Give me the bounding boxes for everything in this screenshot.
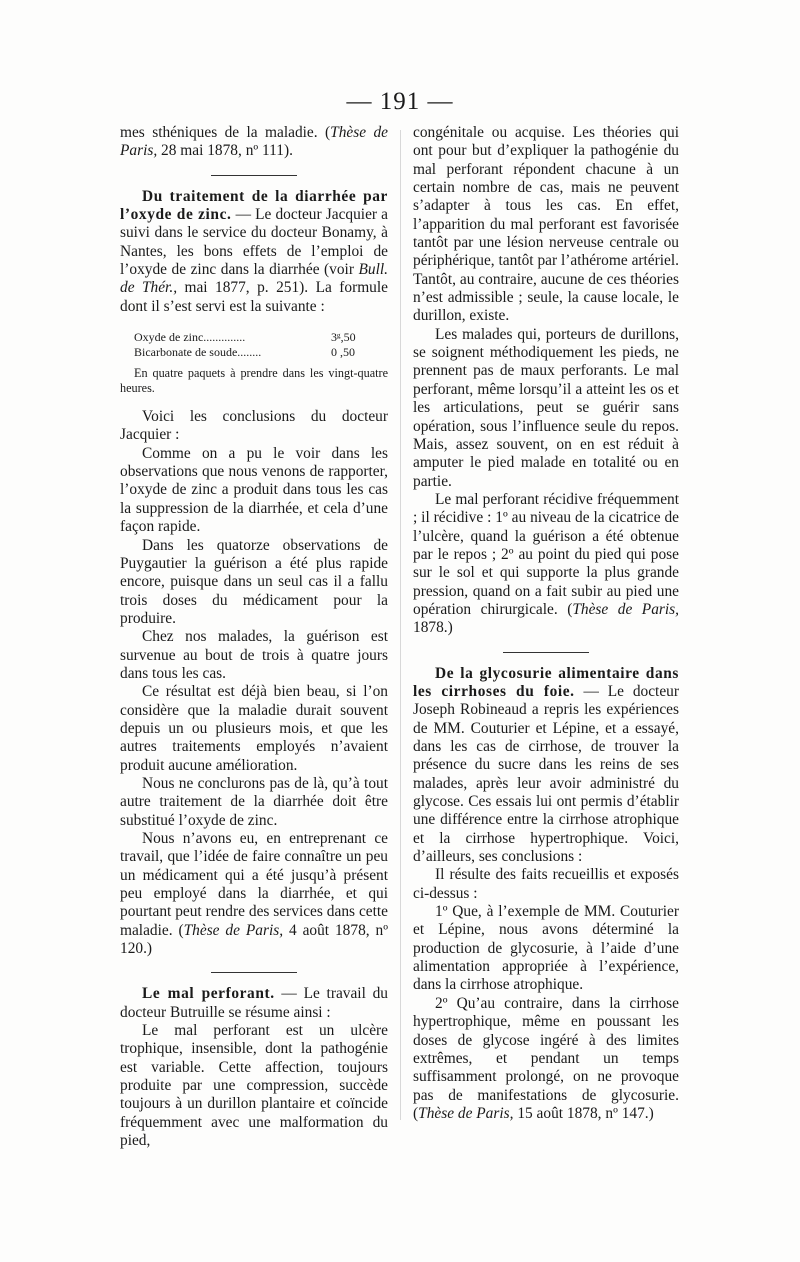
page-number: — 191 — (346, 88, 454, 115)
formula-block (134, 330, 388, 360)
text: Le mal perforant récidive fréquemment ; il récidive : 1º au niveau de la cicatrice de l’ulcère, quand la guérison a été obtenue par le repos ; 2º au point du pied qui pose sur le sol et qui supporte la plus grande pression, quand on a fait subir au pied une opération chirurgicale. ( (413, 490, 679, 618)
paragraph (413, 491, 679, 638)
text: 1878.) (413, 619, 453, 637)
paragraph: Dans les quatorze observations de Puygautier la guérison a été plus rapide encore, puisque dans un seul cas il a fallu trois doses du médicament pour la produire. (120, 536, 388, 627)
text: 15 août 1878, nº 147.) (513, 1104, 654, 1122)
text: — Le docteur Jacquier a suivi dans le service du docteur Bonamy, à Nantes, les bons effets de l’emploi de l’oxyde de zinc dans la diarrhée (voir (120, 206, 388, 279)
paragraph (120, 830, 388, 958)
column-divider (400, 130, 401, 1120)
right-column (413, 124, 679, 1123)
paragraph: 1º Que, à l’exemple de MM. Couturier et Lépine, nous avons déterminé la production de glycosurie, à l’aide d’une alimentation appropriée à l’expérience, dans la cirrhose atrophique. (413, 903, 679, 994)
section-glycosurie (413, 665, 679, 867)
paragraph: Les malades qui, porteurs de durillons, se soignent méthodiquement les pieds, ne prennent pas de maux perforants. Le mal perforant, même lorsqu’il a atteint les os et les articulations, peut se guérir sans opération, sous l’influence seule du repos. Mais, assez souvent, on en est réduit à amputer le pied malade en totalité ou en partie. (413, 325, 679, 490)
paragraph: Nous ne conclurons pas de là, qu’à tout autre traitement de la diarrhée doit être substitué l’oxyde de zinc. (120, 774, 388, 829)
text: Nous n’avons eu, en entreprenant ce travail, que l’idée de faire connaître un peu un médicament qui a été jusqu’à présent peu employé dans la diarrhée, et qui pourtant peut rendre des services dans cette maladie. ( (120, 830, 388, 939)
formula-ingredient: Oxyde de zinc.............. (134, 330, 246, 345)
formula-quantity: 0 ,50 (331, 345, 355, 360)
paragraph (120, 124, 388, 161)
citation: Bull. de Thér., (120, 261, 388, 297)
text: 4 août 1878, nº 120.) (120, 921, 388, 958)
text: — Le travail du docteur Butruille se résume ainsi : (120, 985, 388, 1021)
paragraph (413, 995, 679, 1123)
paragraph: Comme on a pu le voir dans les observations que nous venons de rapporter, l’oxyde de zinc a produit dans tous les cas la suppression de la diarrhée, et cela d’une façon rapide. (120, 444, 388, 536)
paragraph: Le mal perforant est un ulcère trophique, insensible, dont la pathogénie est variable. Cette affection, toujours produite par une compression, succède toujours à un durillon plantaire et coïncide fréquemment avec une malformation du pied, (120, 1022, 388, 1150)
formula-ingredient: Bicarbonate de soude........ (134, 345, 262, 360)
text: — Le docteur Joseph Robineaud a repris les expériences de MM. Couturier et Lépine, et a essayé, dans les cas de cirrhose, de trouver la présence du sucre dans les reins de ses malades, après leur avoir administré du glycose. Ces essais lui ont permis d’établir une différence entre la cirrhose atrophique et la cirrhose hypertrophique. Voici, d’ailleurs, ses conclusions : (413, 682, 679, 866)
paragraph: Il résulte des faits recueillis et exposés ci-dessus : (413, 866, 679, 902)
section-rule (211, 175, 297, 176)
text: mai 1877, p. 251). La formule dont il s’est servi est la suivante : (120, 279, 388, 315)
citation: Thèse de Paris, (120, 124, 389, 160)
citation: Thèse de Paris, (572, 600, 680, 618)
section-rule (211, 972, 297, 973)
formula-quantity: 3ᵍ,50 (331, 330, 356, 345)
paragraph: Ce résultat est déjà bien beau, si l’on considère que la maladie durait souvent depuis un ou plusieurs mois, et que les autres traitements employés n’avaient produit aucune amélioration. (120, 683, 388, 774)
section-zinc-diarrhea (120, 188, 388, 316)
section-rule (503, 652, 589, 653)
section-mal-perforant (120, 985, 388, 1022)
citation: Thèse de Paris, (418, 1104, 514, 1122)
section-title: Le mal perforant. (142, 985, 275, 1003)
left-column (120, 124, 388, 1151)
section-title: De la glycosurie alimentaire dans les cirrhoses du foie. (413, 664, 679, 700)
text: 28 mai 1878, nº 111). (157, 142, 293, 160)
text: mes sthéniques de la maladie. ( (120, 124, 331, 141)
section-title: Du traitement de la diarrhée par l’oxyde de zinc. (120, 187, 388, 224)
formula-row (134, 345, 379, 360)
text: 2º Qu’au contraire, dans la cirrhose hypertrophique, même en poussant les doses de glycose ingéré à des limites extrêmes, et pendant un temps suffisamment prolongé, on ne provoque pas de manifestations de glycosurie. ( (413, 994, 679, 1122)
paragraph: Voici les conclusions du docteur Jacquier : (120, 408, 388, 444)
citation: Thèse de Paris, (183, 921, 284, 939)
formula-row (134, 330, 379, 345)
paragraph: congénitale ou acquise. Les théories qui ont pour but d’expliquer la pathogénie du mal perforant répondent chacune à un certain nombre de cas, mais ne peuvent s’adapter à tous les cas. En effet, l’apparition du mal perforant est favorisée tantôt par une lésion nerveuse centrale ou périphérique, tantôt par l’athérome artériel. Tantôt, au contraire, aucune de ces théories n’est admissible ; seule, la cause locale, le durillon, existe. (413, 124, 679, 325)
paragraph: Chez nos malades, la guérison est survenue au bout de trois à quatre jours dans tous les cas. (120, 628, 388, 682)
formula-note: En quatre paquets à prendre dans les vingt-quatre heures. (120, 366, 388, 396)
